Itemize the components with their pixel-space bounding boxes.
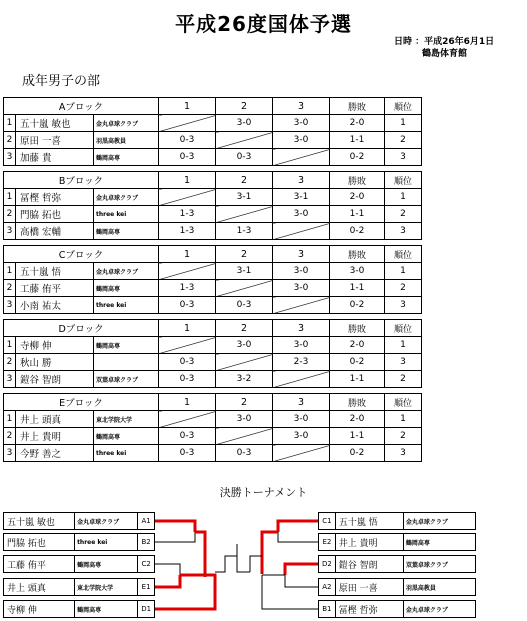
score-vs-3: 3-0 <box>273 115 330 132</box>
player-name: 井上 頭真 <box>16 411 94 428</box>
col-header-1: 1 <box>159 394 216 411</box>
col-header-rank: 順位 <box>385 394 422 411</box>
player-number: 3 <box>4 445 16 462</box>
score-vs-1: 0-3 <box>159 297 216 314</box>
score-vs-1: 1-3 <box>159 223 216 240</box>
player-name: 寺柳 伸 <box>16 337 94 354</box>
bracket-line-a1 <box>155 521 195 532</box>
bracket-line-c1 <box>278 521 318 532</box>
col-header-3: 3 <box>273 98 330 115</box>
entry-team: 双葉卓球クラブ <box>403 556 475 572</box>
win-loss: 1-1 <box>330 428 385 445</box>
win-loss: 0-2 <box>330 445 385 462</box>
player-team: 鶴岡高専 <box>94 337 159 354</box>
score-vs-1: 0-3 <box>159 428 216 445</box>
block-name: Cブロック <box>4 246 159 263</box>
win-loss: 0-2 <box>330 354 385 371</box>
player-name: 五十嵐 悟 <box>16 263 94 280</box>
win-loss: 2-0 <box>330 115 385 132</box>
rank: 1 <box>385 189 422 206</box>
rank: 3 <box>385 297 422 314</box>
col-header-1: 1 <box>159 172 216 189</box>
win-loss: 1-1 <box>330 206 385 223</box>
player-name: 門脇 拓也 <box>16 206 94 223</box>
player-name: 原田 一喜 <box>16 132 94 149</box>
score-vs-3: 3-0 <box>273 132 330 149</box>
entry-seed: A2 <box>319 579 336 595</box>
bracket-line-b2 <box>155 532 195 542</box>
rank: 2 <box>385 371 422 388</box>
entry-team: 金丸卓球クラブ <box>74 513 137 529</box>
player-number: 2 <box>4 280 16 297</box>
player-team: three kei <box>94 297 159 314</box>
score-vs-2: 0-3 <box>216 297 273 314</box>
score-vs-3: 3-0 <box>273 411 330 428</box>
col-header-result: 勝敗 <box>330 246 385 263</box>
score-vs-2: 3-0 <box>216 337 273 354</box>
rank: 2 <box>385 132 422 149</box>
entry-team: 鶴岡高専 <box>403 534 475 550</box>
win-loss: 2-0 <box>330 411 385 428</box>
player-number: 1 <box>4 263 16 280</box>
score-vs-3: 3-1 <box>273 189 330 206</box>
win-loss: 1-1 <box>330 280 385 297</box>
win-loss: 1-1 <box>330 132 385 149</box>
player-number: 3 <box>4 223 16 240</box>
win-loss: 0-2 <box>330 297 385 314</box>
col-header-rank: 順位 <box>385 172 422 189</box>
player-name: 小南 祐太 <box>16 297 94 314</box>
rank: 2 <box>385 280 422 297</box>
player-name: 井上 貴明 <box>16 428 94 445</box>
entry-team: 羽黒高教員 <box>403 579 475 595</box>
bracket-line-d2 <box>285 564 318 575</box>
player-number: 2 <box>4 132 16 149</box>
entry-seed: B1 <box>319 601 336 617</box>
entry-player-name: 鎧谷 智朗 <box>338 560 378 571</box>
col-header-3: 3 <box>273 172 330 189</box>
player-number: 3 <box>4 149 16 166</box>
player-team: 鶴岡高専 <box>94 428 159 445</box>
bracket-line-e2 <box>278 532 318 542</box>
player-team: 金丸卓球クラブ <box>94 115 159 132</box>
tournament-title: 決勝トーナメント <box>219 486 308 499</box>
section-title: 成年男子の部 <box>22 74 101 89</box>
bracket-line-b1 <box>262 575 318 609</box>
bracket-line-a2 <box>285 575 318 587</box>
score-vs-1: 0-3 <box>159 354 216 371</box>
score-vs-1: 0-3 <box>159 445 216 462</box>
block-name: Dブロック <box>4 320 159 337</box>
rank: 1 <box>385 411 422 428</box>
win-loss: 0-2 <box>330 149 385 166</box>
rank: 2 <box>385 206 422 223</box>
bracket-line-right-upper <box>262 532 278 574</box>
player-team: 金丸卓球クラブ <box>94 189 159 206</box>
player-number: 2 <box>4 354 16 371</box>
col-header-2: 2 <box>216 246 273 263</box>
player-team: 鶴岡高専 <box>94 223 159 240</box>
player-team: three kei <box>94 206 159 223</box>
rank: 1 <box>385 115 422 132</box>
rank: 1 <box>385 263 422 280</box>
player-number: 1 <box>4 189 16 206</box>
entry-team: 金丸卓球クラブ <box>403 513 475 529</box>
col-header-rank: 順位 <box>385 98 422 115</box>
player-name: 今野 善之 <box>16 445 94 462</box>
score-vs-2: 3-1 <box>216 189 273 206</box>
bracket-line-e1 <box>155 575 180 587</box>
score-vs-1: 0-3 <box>159 132 216 149</box>
entry-player-name: 原田 一喜 <box>338 583 378 594</box>
entry-team: three kei <box>74 534 137 550</box>
player-team: 東北学院大学 <box>94 411 159 428</box>
col-header-1: 1 <box>159 98 216 115</box>
player-team: 金丸卓球クラブ <box>94 263 159 280</box>
entry-seed: E2 <box>319 534 336 550</box>
entry-player-name: 門脇 拓也 <box>7 538 46 549</box>
rank: 3 <box>385 445 422 462</box>
entry-seed: B2 <box>137 534 154 550</box>
col-header-rank: 順位 <box>385 320 422 337</box>
col-header-2: 2 <box>216 320 273 337</box>
win-loss: 2-0 <box>330 189 385 206</box>
player-number: 2 <box>4 206 16 223</box>
player-number: 1 <box>4 115 16 132</box>
entry-team: 鶴岡高専 <box>74 601 137 617</box>
col-header-1: 1 <box>159 246 216 263</box>
col-header-result: 勝敗 <box>330 172 385 189</box>
player-name: 工藤 侑平 <box>16 280 94 297</box>
win-loss: 3-0 <box>330 263 385 280</box>
bracket-line-final <box>215 556 250 572</box>
player-team: 双葉卓球クラブ <box>94 371 159 388</box>
bracket-line-right-final <box>250 556 262 572</box>
player-name: 高橋 宏輔 <box>16 223 94 240</box>
score-vs-3: 3-0 <box>273 206 330 223</box>
bracket-line-c2 <box>155 564 180 575</box>
player-name: 鎧谷 智朗 <box>16 371 94 388</box>
col-header-2: 2 <box>216 394 273 411</box>
player-number: 1 <box>4 337 16 354</box>
entry-team: 金丸卓球クラブ <box>403 601 475 617</box>
page-title: 平成26度国体予選 <box>175 12 352 36</box>
score-vs-2: 3-1 <box>216 263 273 280</box>
entry-player-name: 五十嵐 悟 <box>338 517 378 528</box>
rank: 3 <box>385 354 422 371</box>
score-vs-3: 2-3 <box>273 354 330 371</box>
win-loss: 2-0 <box>330 337 385 354</box>
score-vs-1: 1-3 <box>159 280 216 297</box>
col-header-rank: 順位 <box>385 246 422 263</box>
entry-player-name: 寺柳 伸 <box>7 605 37 616</box>
entry-player-name: 五十嵐 敏也 <box>7 517 55 528</box>
bracket-line-left-upper <box>195 532 205 577</box>
block-name: Aブロック <box>4 98 159 115</box>
entry-team: 東北学院大学 <box>74 579 137 595</box>
bracket-line-d1 <box>155 597 215 609</box>
col-header-1: 1 <box>159 320 216 337</box>
score-vs-3: 3-0 <box>273 263 330 280</box>
score-vs-2: 3-0 <box>216 115 273 132</box>
event-date: 日時 ：平成26年6月1日 <box>394 37 495 47</box>
rank: 1 <box>385 337 422 354</box>
player-team: 羽黒高教員 <box>94 132 159 149</box>
col-header-3: 3 <box>273 320 330 337</box>
win-loss: 1-1 <box>330 371 385 388</box>
entry-seed: D1 <box>137 601 154 617</box>
col-header-result: 勝敗 <box>330 394 385 411</box>
player-team: 鶴岡高専 <box>94 149 159 166</box>
entry-player-name: 井上 頭真 <box>7 583 46 594</box>
block-name: Eブロック <box>4 394 159 411</box>
player-team: three kei <box>94 445 159 462</box>
entry-seed: A1 <box>137 513 154 529</box>
score-vs-2: 0-3 <box>216 149 273 166</box>
score-vs-2: 0-3 <box>216 445 273 462</box>
player-number: 3 <box>4 297 16 314</box>
score-vs-2: 3-0 <box>216 411 273 428</box>
col-header-3: 3 <box>273 394 330 411</box>
player-number: 3 <box>4 371 16 388</box>
col-header-2: 2 <box>216 98 273 115</box>
rank: 3 <box>385 149 422 166</box>
player-number: 1 <box>4 411 16 428</box>
win-loss: 0-2 <box>330 223 385 240</box>
score-vs-2: 3-2 <box>216 371 273 388</box>
rank: 2 <box>385 428 422 445</box>
col-header-3: 3 <box>273 246 330 263</box>
entry-team: 鶴岡高専 <box>74 556 137 572</box>
entry-seed: C1 <box>319 513 336 529</box>
entry-player-name: 冨樫 哲弥 <box>338 605 378 616</box>
event-venue: 鶴島体育館 <box>422 49 468 59</box>
score-vs-2: 1-3 <box>216 223 273 240</box>
bracket-line-left-semi <box>205 575 215 597</box>
block-name: Bブロック <box>4 172 159 189</box>
score-vs-3: 3-0 <box>273 428 330 445</box>
score-vs-1: 1-3 <box>159 206 216 223</box>
col-header-result: 勝敗 <box>330 98 385 115</box>
rank: 3 <box>385 223 422 240</box>
entry-player-name: 工藤 侑平 <box>7 560 46 571</box>
score-vs-3: 3-0 <box>273 280 330 297</box>
score-vs-3: 3-0 <box>273 337 330 354</box>
player-name: 秋山 勝 <box>16 354 94 371</box>
player-team: 鶴岡高専 <box>94 280 159 297</box>
score-vs-1: 0-3 <box>159 371 216 388</box>
player-number: 2 <box>4 428 16 445</box>
player-name: 冨樫 哲弥 <box>16 189 94 206</box>
player-name: 五十嵐 敏也 <box>16 115 94 132</box>
entry-player-name: 井上 貴明 <box>338 538 378 549</box>
player-name: 加藤 貴 <box>16 149 94 166</box>
score-vs-1: 0-3 <box>159 149 216 166</box>
entry-seed: C2 <box>137 556 154 572</box>
col-header-result: 勝敗 <box>330 320 385 337</box>
col-header-2: 2 <box>216 172 273 189</box>
entry-seed: E1 <box>137 579 154 595</box>
entry-seed: D2 <box>319 556 336 572</box>
